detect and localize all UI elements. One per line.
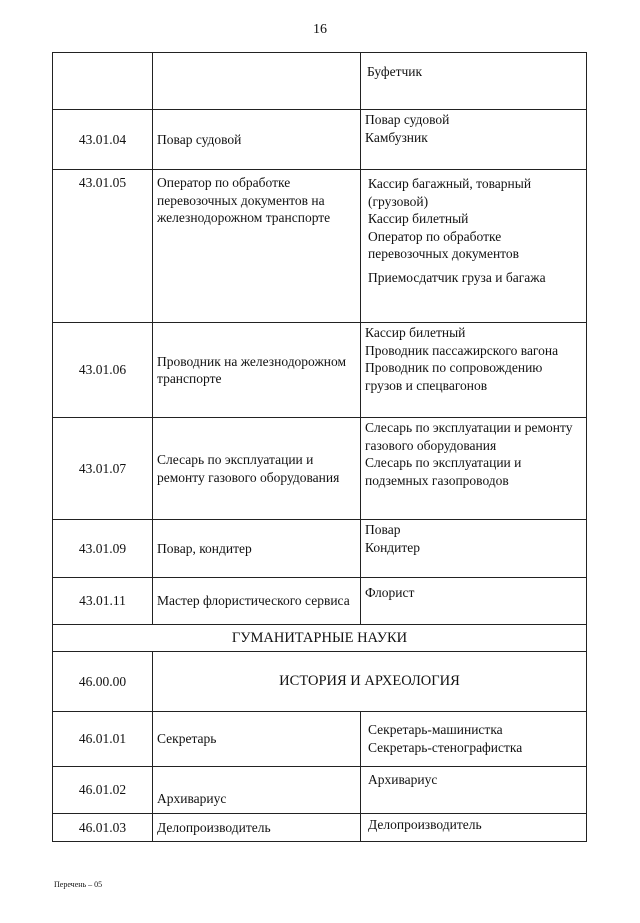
- profession-cell: [153, 578, 361, 624]
- professions-table: [52, 52, 587, 842]
- code-cell: 43.01.06: [53, 323, 153, 417]
- jobs-cell: [361, 814, 587, 841]
- profession-name: Мастер флористического сервиса: [157, 593, 350, 609]
- jobs-cell: [361, 323, 587, 417]
- job-title: Кассир багажный, товарный (грузовой): [368, 176, 532, 209]
- table-row: [53, 418, 587, 520]
- job-title: Архивариус: [368, 772, 438, 787]
- table-row: [53, 814, 587, 842]
- job-title: Проводник по сопровождению грузов и спецвагонов: [365, 360, 543, 393]
- job-title: Оператор по обработке перевозочных документов: [368, 228, 520, 261]
- profession-cell: [153, 323, 361, 417]
- job-title: Слесарь по эксплуатации и ремонту газового оборудования: [365, 420, 573, 453]
- code-cell: 43.01.11: [53, 578, 153, 624]
- jobs-cell: [361, 53, 587, 109]
- job-title: Флорист: [365, 585, 415, 600]
- job-title: Кассир билетный: [365, 325, 466, 340]
- job-title: Кассир билетный: [368, 211, 469, 226]
- code-cell: 43.01.05: [53, 170, 153, 322]
- profession-cell: Повар судовой: [153, 110, 361, 169]
- code-cell: 46.01.02: [53, 767, 153, 813]
- jobs-cell: [361, 578, 587, 624]
- code-cell: 46.01.03: [53, 814, 153, 841]
- job-title: Буфетчик: [367, 64, 423, 79]
- profession-cell: [153, 767, 361, 813]
- job-title: Кондитер: [365, 539, 421, 555]
- table-row: [53, 712, 587, 767]
- table-row: [53, 170, 587, 323]
- profession-name: Оператор по обработке перевозочных документов на железнодорожном транспорте: [157, 175, 331, 225]
- group-code-cell: 46.00.00: [53, 652, 153, 711]
- profession-cell: Секретарь: [153, 712, 361, 766]
- jobs-cell: [361, 767, 587, 813]
- job-title: Слесарь по эксплуатации и подземных газопроводов: [365, 455, 522, 488]
- jobs-cell: [361, 110, 587, 169]
- jobs-cell: [361, 418, 587, 519]
- profession-cell: Повар, кондитер: [153, 520, 361, 577]
- group-row: [53, 652, 587, 712]
- profession-name: Проводник на железнодорожном транспорте: [157, 353, 347, 386]
- code-cell: 46.01.01: [53, 712, 153, 766]
- table-row: [53, 520, 587, 578]
- job-title: Приемосдатчик груза и багажа: [368, 269, 546, 285]
- job-title: Секретарь-стенографистка: [368, 739, 523, 755]
- table-row: [53, 578, 587, 625]
- jobs-cell: [361, 712, 587, 766]
- group-name-cell: ИСТОРИЯ И АРХЕОЛОГИЯ: [153, 652, 587, 711]
- page-number: 16: [313, 22, 327, 37]
- profession-name: Слесарь по эксплуатации и ремонту газового оборудования: [157, 452, 340, 485]
- job-title: Повар: [365, 522, 401, 537]
- job-title: Повар судовой: [365, 112, 450, 127]
- jobs-cell: [361, 520, 587, 577]
- table-row: [53, 767, 587, 814]
- section-heading: ГУМАНИТАРНЫЕ НАУКИ: [53, 625, 587, 652]
- job-title: Проводник пассажирского вагона: [365, 342, 559, 358]
- job-title: Камбузник: [365, 129, 428, 145]
- table-row: [53, 110, 587, 170]
- code-cell: [53, 53, 153, 109]
- profession-cell: [153, 53, 361, 109]
- profession-cell: [153, 170, 361, 322]
- table-row: [53, 53, 587, 110]
- table-row: [53, 323, 587, 418]
- jobs-cell: [361, 170, 587, 322]
- profession-cell: Делопроизводитель: [153, 814, 361, 841]
- profession-name: Архивариус: [157, 790, 227, 806]
- job-title: Секретарь-машинистка: [368, 722, 503, 737]
- page-footer: Перечень – 05: [54, 880, 103, 889]
- code-cell: 43.01.09: [53, 520, 153, 577]
- code-cell: 43.01.07: [53, 418, 153, 519]
- profession-cell: [153, 418, 361, 519]
- job-title: Делопроизводитель: [368, 817, 482, 832]
- code-cell: 43.01.04: [53, 110, 153, 169]
